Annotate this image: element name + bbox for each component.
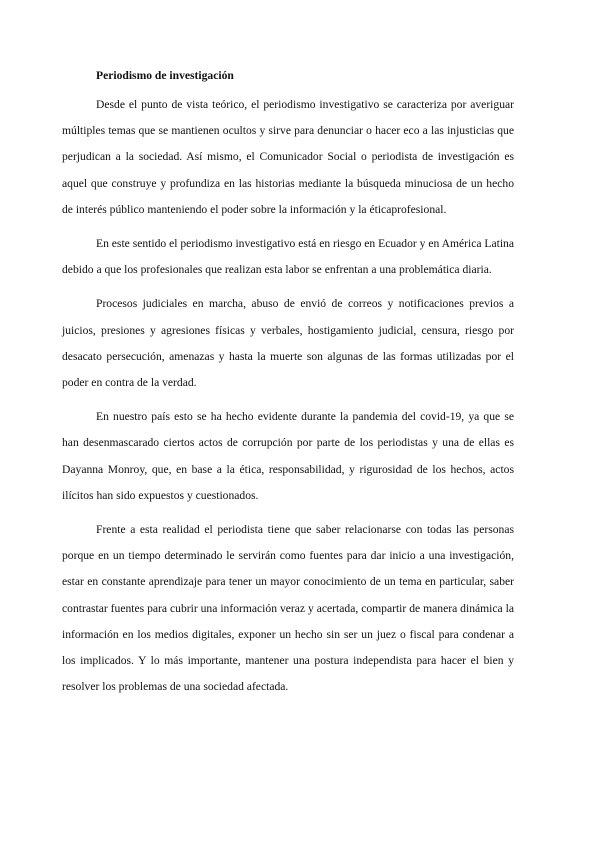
paragraph-5: Frente a esta realidad el periodista tiene que saber relacionarse con todas las personas porque en un tiempo determinado le servirán como fuentes para dar inicio a una investigación, estar en constante aprendizaje para tener un mayor conocimiento de un tema en particular, saber contrastar fuentes para cubrir una información veraz y acertada, compartir de manera dinámica la información en los medios digitales, exponer un hecho sin ser un juez o fiscal para condenar a los implicados. Y lo más importante, mantener una postura independista para hacer el bien y resolver los problemas de una sociedad afectada. [62,523,514,694]
paragraph-1: Desde el punto de vista teórico, el periodismo investigativo se caracteriza por averiguar múltiples temas que se mantienen ocultos y sirve para denunciar o hacer eco a las injusticias que perjudican a la sociedad. Así mismo, el Comunicador Social o periodista de investigación es aquel que construye y profundiza en las historias mediante la búsqueda minuciosa de un hecho de interés público manteniendo el poder sobre la información y la éticaprofesional. [62,98,514,216]
paragraph-4: En nuestro país esto se ha hecho evidente durante la pandemia del covid-19, ya que se han desenmascarado ciertos actos de corrupción por parte de los periodistas y una de ellas es Dayanna Monroy, que, en base a la ética, responsabilidad, y rigurosidad de los hechos, actos ilícitos han sido expuestos y cuestionados. [62,410,514,502]
section-heading: Periodismo de investigación [96,69,234,82]
paragraph-3: Procesos judiciales en marcha, abuso de envió de correos y notificaciones previos a juicios, presiones y agresiones físicas y verbales, hostigamiento judicial, censura, riesgo por desacato persecución, amenazas y hasta la muerte son algunas de las formas utilizadas por el poder en contra de la verdad. [62,297,514,390]
document-body [62,66,514,708]
paragraph-2: En este sentido el periodismo investigativo está en riesgo en Ecuador y en América Latina debido a que los profesionales que realizan esta labor se enfrentan a una problemática diaria. [62,237,514,277]
